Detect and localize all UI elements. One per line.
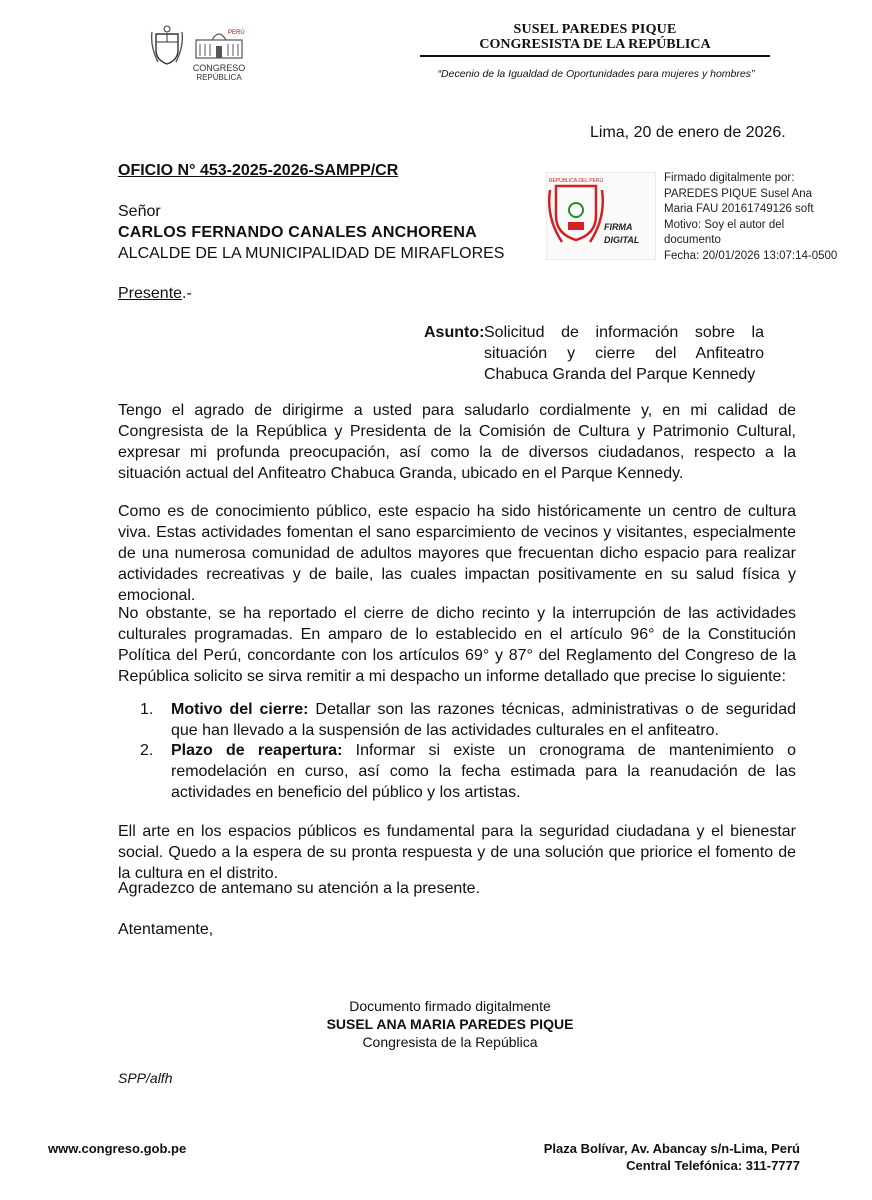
asunto-label: Asunto: bbox=[424, 324, 485, 341]
congress-logo bbox=[150, 20, 250, 90]
salutation: Señor bbox=[118, 203, 161, 220]
crest-sub: REPÚBLICA bbox=[196, 73, 242, 82]
header-decenio: “Decenio de la Igualdad de Oportunidades para mujeres y hombres” bbox=[437, 68, 755, 80]
stamp-label-2: DIGITAL bbox=[604, 235, 640, 245]
dsig-line: Maria FAU 20161749126 soft bbox=[664, 203, 814, 215]
stamp-label-1: FIRMA bbox=[604, 222, 633, 232]
crest-label: CONGRESO bbox=[192, 63, 246, 73]
crest-country: PERÚ bbox=[228, 30, 245, 36]
dsig-line: Motivo: Soy el autor del bbox=[664, 218, 785, 231]
signature-note: Documento firmado digitalmente bbox=[349, 998, 551, 1014]
oficio-number: OFICIO N° 453-2025-2026-SAMPP/CR bbox=[118, 162, 399, 179]
presente-suffix: .- bbox=[182, 285, 192, 302]
header-divider bbox=[420, 55, 770, 57]
item-title: Motivo del cierre: bbox=[171, 701, 309, 718]
paragraph-1: Tengo el agrado de dirigirme a usted para saludarlo cordialmente y, en mi calidad de Congresista de la República y Presidenta de la Comisión de Cultura y Patrimonio Cultural, expresar mi profunda preocupación, así como la de diversos ciudadanos, respecto a la situación actual del Anfiteatro Chabuca Granda, ubicado en el Parque Kennedy. bbox=[118, 402, 796, 482]
dsig-line: documento bbox=[664, 234, 721, 246]
header-role: CONGRESISTA DE LA REPÚBLICA bbox=[479, 37, 711, 52]
initials: SPP/alfh bbox=[118, 1070, 173, 1086]
closing: Atentamente, bbox=[118, 921, 214, 938]
paragraph-2: Como es de conocimiento público, este espacio ha sido históricamente un centro de cultura viva. Estas actividades fomentan el sano esparcimiento de vecinos y visitantes, especialmente de una numerosa comunidad de adultos mayores que frecuentan dicho espacio para realizar actividades recreativas y de baile, las cuales impactan positivamente en su salud física y emocional. bbox=[118, 503, 796, 604]
paragraph-3: No obstante, se ha reportado el cierre de dicho recinto y la interrupción de las actividades culturales programadas. En amparo de lo establecido en el artículo 96° de la Constitución Política del Perú, concordante con los artículos 69° y 87° del Reglamento del Congreso de la República solicito se sirva remitir a mi despacho un informe detallado que precise lo siguiente: bbox=[118, 605, 796, 685]
asunto-text: Solicitud de información sobre la situación y cierre del Anfiteatro Chabuca Granda del Parque Kennedy bbox=[484, 324, 764, 383]
item-text: Detallar son las razones técnicas, administrativas o de seguridad que han llevado a la suspensión de las actividades culturales en el anfiteatro. bbox=[171, 701, 796, 739]
letter-date: Lima, 20 de enero de 2026. bbox=[590, 124, 786, 141]
footer-phone: Central Telefónica: 311-7777 bbox=[626, 1158, 800, 1173]
footer-address: Plaza Bolívar, Av. Abancay s/n-Lima, Perú bbox=[543, 1141, 800, 1156]
presente-word: Presente bbox=[118, 285, 183, 302]
dsig-line: PAREDES PIQUE Susel Ana bbox=[664, 187, 813, 200]
digital-signature-text bbox=[664, 171, 854, 264]
signature-role: Congresista de la República bbox=[362, 1034, 538, 1050]
item-text: Informar si existe un cronograma de mantenimiento o remodelación en curso, así como la fecha estimada para la reanudación de las actividades en beneficio del público y los artistas. bbox=[171, 742, 796, 801]
presente bbox=[118, 283, 192, 304]
item-number: 1. bbox=[140, 701, 154, 718]
paragraph-5: Agradezco de antemano su atención a la presente. bbox=[118, 880, 481, 897]
item-title: Plazo de reapertura: bbox=[171, 742, 343, 759]
footer-url[interactable]: www.congreso.gob.pe bbox=[48, 1141, 187, 1156]
dsig-line: Firmado digitalmente por: bbox=[664, 172, 795, 184]
header-name: SUSEL PAREDES PIQUE bbox=[513, 22, 677, 37]
paragraph-4: Ell arte en los espacios públicos es fundamental para la seguridad ciudadana y el bienestar social. Quedo a la espera de su pronta respuesta y de una solución que priorice el fomento de la cultura en el distrito. bbox=[118, 823, 796, 882]
signature-name: SUSEL ANA MARIA PAREDES PIQUE bbox=[326, 1016, 574, 1032]
stamp-top: REPÚBLICA DEL PERÚ bbox=[548, 178, 604, 184]
recipient-name: CARLOS FERNANDO CANALES ANCHORENA bbox=[118, 224, 477, 241]
dsig-line: Fecha: 20/01/2026 13:07:14-0500 bbox=[664, 249, 838, 262]
digital-signature-stamp bbox=[546, 172, 656, 260]
coat-of-arms-icon bbox=[150, 20, 250, 90]
recipient-role: ALCALDE DE LA MUNICIPALIDAD DE MIRAFLORES bbox=[118, 245, 505, 262]
item-number: 2. bbox=[140, 742, 154, 759]
